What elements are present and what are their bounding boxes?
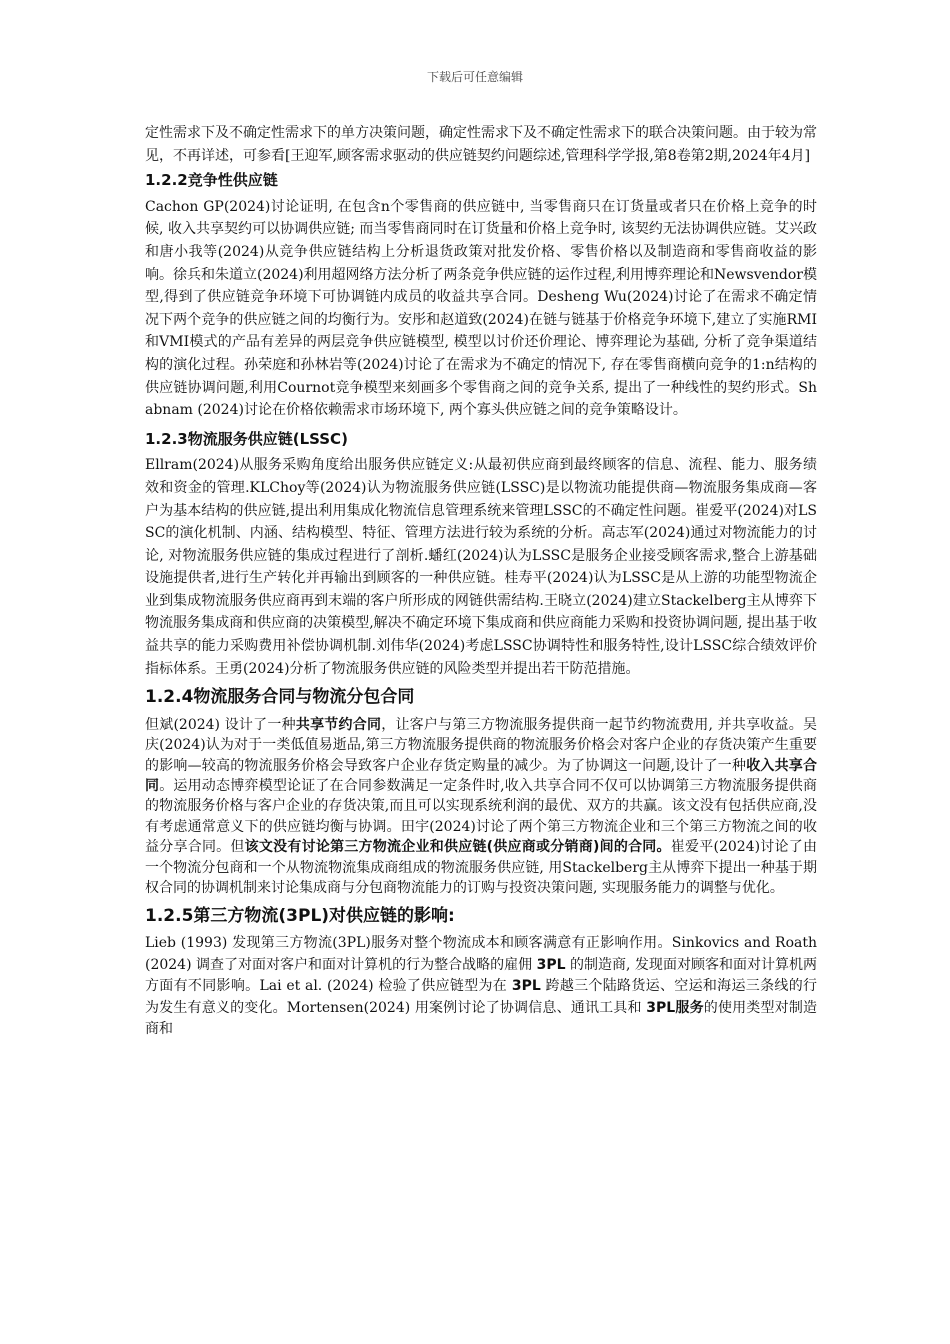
section-1-2-2-paragraph: Cachon GP(2024)讨论证明, 在包含n个零售商的供应链中, 当零售商只在订货量或者只在价格上竞争的时候, 收入共享契约可以协调供应链; 而当零售商同时在订货量和价格上竞争时, 该契约无法协调供应链。艾兴政和唐小我等(2024)从竞争供应链结构上分析退货政策对批发价格、零售价格以及制造商和零售商收益的影响。徐兵和朱道立(2024)利用超网络方法分析了两条竞争供应链的运作过程,利用博弈理论和Newsvendor模型,得到了供应链竞争环境下可协调链内成员的收益共享合同。Desheng Wu(2024)讨论了在需求不确定情况下两个竞争的供应链之间的均衡行为。安彤和赵道致(2024)在链与链基于价格竞争环境下,建立了实施RMI和VMI模式的产品有差异的两层竞争供应链模型, 模型以讨价还价理论、博弈理论为基础, 分析了竞争渠道结构的演化过程。孙荣庭和孙林岩等(2024)讨论了在需求为不确定的情况下, 存在零售商横向竞争的1:n结构的供应链协调问题,利用Cournot竞争模型来刻画多个零售商之间的竞争关系, 提出了一种线性的契约形式。Shabnam (2024)讨论在价格依赖需求市场环境下, 两个寡头供应链之间的竞争策略设计。 [145,198,817,419]
bold-term: 收入共享合同 [145,757,817,795]
text-run: 。运用动态博弈模型论证了在合同参数满足一定条件时,收入共享合同不仅可以协调第三方物流服务提供商的物流服务价格与客户企业的存货决策,而且可以实现系统利润的最优、双方的共赢。该文没有包括供应商,没有考虑通常意义下的供应链均衡与协调。田宇(2024)讨论了两个第三方物流企业和三个第三方物流之间的收益分享合同。但 [145,778,817,856]
bold-term: 该文没有讨论第三方物流企业和供应链(供应商或分销商)间的合同。 [244,839,671,856]
text-run: 跨越三个陆路货运、空运和海运三条线的行为发生有意义的变化。Mortensen(2024) 用案例讨论了协调信息、通讯工具和 [145,978,818,1016]
text-run: 但斌(2024) 设计了一种 [145,716,296,733]
section-1-2-4-paragraph [145,715,817,899]
text-run: 的制造商, 发现面对顾客和面对计算机两方面有不同影响。Lai et al. (2024) 检验了供应链型为在 [145,956,817,995]
text-run: ，让客户与第三方物流服务提供商一起节约物流费用, 并共享收益。吴庆(2024)认为对于一类低值易逝品,第三方物流服务提供商的物流服务价格会对客户企业的存货决策产生重要的影响—较高的物流服务价格会导致客户企业存货定购量的减少。为了协调这一问题,设计了一种 [145,716,817,774]
text-run: 崔爱平(2024)讨论了由一个物流分包商和一个从物流物流集成商组成的物流服务供应链, 用Stackelberg主从博弈下提出一种基于期权合同的协调机制来讨论集成商与分包商物流能力的订购与投资决策问题, 实现服务能力的调整与优化。 [145,839,818,897]
document-body [145,122,817,1041]
intro-paragraph: 定性需求下及不确定性需求下的单方决策问题，确定性需求下及不确定性需求下的联合决策问题。由于较为常见，不再详述，可参看[王迎军,顾客需求驱动的供应链契约问题综述,管理科学学报,第8卷第2期,2024年4月] [145,125,817,164]
section-1-2-5-heading: 1.2.5第三方物流(3PL)对供应链的影响: [145,905,455,926]
section-1-2-2-heading: 1.2.2竞争性供应链 [145,171,278,190]
section-1-2-5-paragraph [145,933,817,1041]
section-1-2-4-heading: 1.2.4物流服务合同与物流分包合同 [145,687,415,708]
text-run: Lieb (1993) 发现第三方物流(3PL)服务对整个物流成本和顾客满意有正影响作用。Sinkovics and Roath (2024) 调查了对面对客户和面对计算机的行为整合战略的雇佣 [145,935,817,973]
bold-term: 3PL服务 [646,999,704,1016]
bold-term: 3PL [536,956,566,973]
page-header: 下载后可任意编辑 [426,70,523,84]
bold-term: 共享节约合同 [295,716,382,733]
section-1-2-3-paragraph: Ellram(2024)从服务采购角度给出服务供应链定义:从最初供应商到最终顾客的信息、流程、能力、服务绩效和资金的管理.KLChoy等(2024)认为物流服务供应链(LSSC)是以物流功能提供商—物流服务集成商—客户为基本结构的供应链,提出利用集成化物流信息管理系统来管理LSSC的不确定性问题。崔爱平(2024)对LSSC的演化机制、内涵、结构模型、特征、管理方法进行较为系统的分析。高志军(2024)通过对物流能力的讨论, 对物流服务供应链的集成过程进行了剖析.蟠红(2024)认为LSSC是服务企业接受顾客需求,整合上游基础设施提供者,进行生产转化并再输出到顾客的一种供应链。桂寿平(2024)认为LSSC是从上游的功能型物流企业到集成物流服务供应商再到末端的客户所形成的网链供需结构.王晓立(2024)建立Stackelberg主从博弈下物流服务集成商和供应商的决策模型,解决不确定环境下集成商和供应商能力采购和投资协调问题, 提出基于收益共享的能力采购费用补偿协调机制.刘伟华(2024)考虑LSSC协调特性和服务特性,设计LSSC综合绩效评价指标体系。王勇(2024)分析了物流服务供应链的风险类型并提出若干防范措施。 [145,457,817,677]
bold-term: 3PL [511,978,541,995]
section-1-2-3-heading: 1.2.3物流服务供应链(LSSC) [145,429,348,448]
text-run: 的使用类型对制造商和 [145,999,818,1038]
